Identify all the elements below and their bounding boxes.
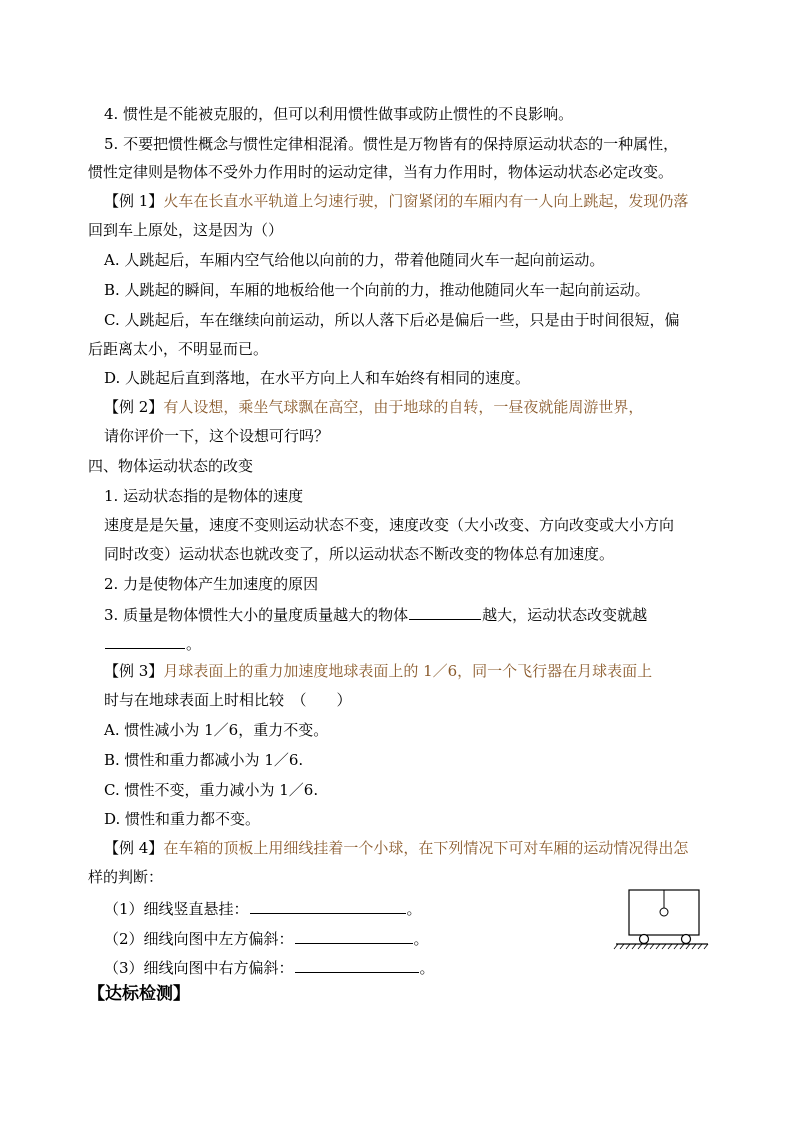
section-4-item-1: 1. 运动状态指的是物体的速度 <box>104 487 304 505</box>
wheel-left <box>640 935 649 944</box>
example-2-line <box>104 397 643 417</box>
example-3-line <box>104 661 652 681</box>
example-1-line <box>104 191 688 211</box>
example-2-tag: 【例 2】 <box>104 398 164 416</box>
section-4-item-3-text-b: 越大，运动状态改变就越 <box>482 606 648 624</box>
example-3-option-d: D. 惯性和重力都不变。 <box>104 810 261 828</box>
period: 。 <box>419 959 435 977</box>
point-5-cont: 惯性定律则是物体不受外力作用时的运动定律，当有力作用时，物体运动状态必定改变。 <box>88 163 674 181</box>
example-3-text: 月球表面上的重力加速度地球表面上的 1／6，同一个飞行器在月球表面上 <box>163 662 653 680</box>
section-4-item-3-cont <box>104 632 201 654</box>
example-4-item-2 <box>104 927 429 949</box>
example-3-option-b: B. 惯性和重力都减小为 1／6. <box>104 751 304 769</box>
example-4-text-cont: 样的判断： <box>88 868 164 886</box>
train-car-diagram <box>612 884 712 954</box>
example-4-item-2-label: （2）细线向图中左方偏斜： <box>104 930 294 948</box>
wheel-right <box>682 935 691 944</box>
section-4-item-2: 2. 力是使物体产生加速度的原因 <box>104 575 319 593</box>
section-4-item-3 <box>104 603 647 625</box>
example-1-option-c-cont: 后距离太小，不明显而已。 <box>88 340 269 358</box>
fill-blank-4[interactable] <box>295 927 413 944</box>
example-3-option-c: C. 惯性不变，重力减小为 1／6. <box>104 781 319 799</box>
fill-blank-3[interactable] <box>250 897 406 914</box>
section-4-para-2: 同时改变）运动状态也就改变了，所以运动状态不断改变的物体总有加速度。 <box>104 545 615 563</box>
example-1-text: 火车在长直水平轨道上匀速行驶，门窗紧闭的车厢内有一人向上跳起，发现仍落 <box>163 192 689 210</box>
section-4-item-3-text: 3. 质量是物体惯性大小的量度质量越大的物体 <box>104 606 409 624</box>
example-1-text-cont: 回到车上原处，这是因为（） <box>88 221 284 239</box>
example-1-option-d: D. 人跳起后直到落地，在水平方向上人和车始终有相同的速度。 <box>104 369 531 387</box>
hanging-ball <box>660 908 668 916</box>
fill-blank-1[interactable] <box>409 603 481 620</box>
example-4-line <box>104 838 688 858</box>
example-3-text-cont: 时与在地球表面上时相比较 （ ） <box>104 691 352 709</box>
example-4-item-3-label: （3）细线向图中右方偏斜： <box>104 959 294 977</box>
example-2-text: 有人设想，乘坐气球飘在高空，由于地球的自转，一昼夜就能周游世界， <box>163 398 644 416</box>
period: 。 <box>406 900 422 918</box>
example-4-item-1-label: （1）细线竖直悬挂： <box>104 900 249 918</box>
example-4-item-3 <box>104 956 435 978</box>
example-1-option-a: A. 人跳起后，车厢内空气给他以向前的力，带着他随同火车一起向前运动。 <box>104 251 605 269</box>
section-4-para-1: 速度是是矢量，速度不变则运动状态不变，速度改变（大小改变、方向改变或大小方向 <box>104 516 675 534</box>
example-3-tag: 【例 3】 <box>104 662 164 680</box>
point-5: 5. 不要把惯性概念与惯性定律相混淆。惯性是万物皆有的保持原运动状态的一种属性， <box>104 135 679 153</box>
example-1-option-c: C. 人跳起后，车在继续向前运动，所以人落下后必是偏后一些，只是由于时间很短，偏 <box>104 311 680 329</box>
example-1-option-b: B. 人跳起的瞬间，车厢的地板给他一个向前的力，推动他随同火车一起向前运动。 <box>104 281 650 299</box>
ground-hatch <box>614 944 708 949</box>
period: 。 <box>413 930 429 948</box>
section-4-heading: 四、物体运动状态的改变 <box>88 457 254 475</box>
example-4-item-1 <box>104 897 422 919</box>
point-4: 4. 惯性是不能被克服的，但可以利用惯性做事或防止惯性的不良影响。 <box>104 105 574 123</box>
fill-blank-5[interactable] <box>295 956 419 973</box>
fill-blank-2[interactable] <box>105 632 185 649</box>
example-2-text-cont: 请你评价一下，这个设想可行吗？ <box>104 427 330 445</box>
example-1-tag: 【例 1】 <box>104 192 164 210</box>
example-3-option-a: A. 惯性减小为 1／6，重力不变。 <box>104 721 329 739</box>
period: 。 <box>186 635 202 653</box>
heading-dabiao-jiance: 【达标检测】 <box>88 984 190 1004</box>
example-4-tag: 【例 4】 <box>104 839 164 857</box>
example-4-text: 在车箱的顶板上用细线挂着一个小球，在下列情况下可对车厢的运动情况得出怎 <box>163 839 689 857</box>
